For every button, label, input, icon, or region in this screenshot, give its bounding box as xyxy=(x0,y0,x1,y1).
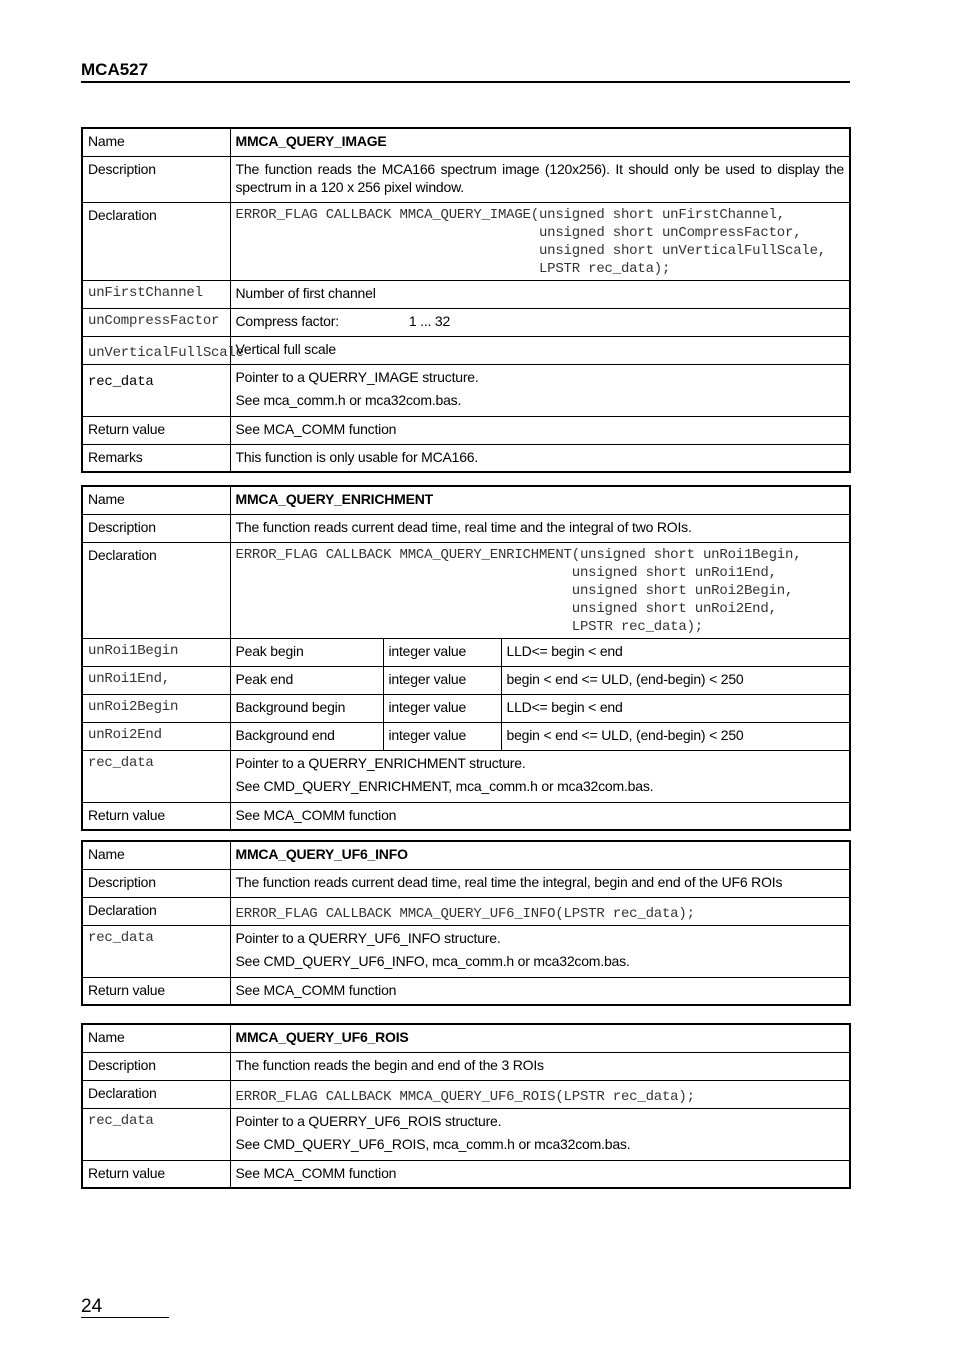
function-declaration: ERROR_FLAG CALLBACK MMCA_QUERY_IMAGE(unsigned short unFirstChannel, unsigned short unCompressFactor, unsigned short unVerticalFullScale, LPSTR rec_data); xyxy=(230,202,850,280)
function-description: The function reads the begin and end of the 3 ROIs xyxy=(230,1052,850,1080)
page-header xyxy=(81,60,850,83)
declaration-label: Declaration xyxy=(82,202,230,280)
function-declaration: ERROR_FLAG CALLBACK MMCA_QUERY_UF6_INFO(LPSTR rec_data); xyxy=(230,897,850,925)
table-row xyxy=(82,1080,850,1108)
table-row xyxy=(82,869,850,897)
param-description-reference: See CMD_QUERY_UF6_ROIS, mca_comm.h or mca32com.bas. xyxy=(235,1135,631,1152)
return-value: See MCA_COMM function xyxy=(230,416,850,444)
param-description-cell xyxy=(230,1108,850,1160)
remarks: This function is only usable for MCA166. xyxy=(230,444,850,472)
function-description: The function reads the MCA166 spectrum image (120x256). It should only be used to display the spectrum in a 120 x 256 pixel window. xyxy=(230,156,850,202)
param-description-reference: See CMD_QUERY_UF6_INFO, mca_comm.h or mca32com.bas. xyxy=(235,952,630,969)
table-row xyxy=(82,841,850,869)
param-description: Peak end xyxy=(230,666,383,694)
table-row xyxy=(82,925,850,977)
return-value: See MCA_COMM function xyxy=(230,977,850,1005)
param-name: unCompressFactor xyxy=(82,308,230,336)
return-value: See MCA_COMM function xyxy=(230,802,850,830)
declaration-label: Declaration xyxy=(82,897,230,925)
description-label: Description xyxy=(82,1052,230,1080)
param-name: rec_data xyxy=(82,925,230,977)
param-name: unRoi2Begin xyxy=(82,694,230,722)
param-name: unRoi1End, xyxy=(82,666,230,694)
function-table-query-image xyxy=(81,127,851,473)
param-type: integer value xyxy=(383,666,501,694)
function-name: MMCA_QUERY_UF6_INFO xyxy=(230,841,850,869)
table-row xyxy=(82,542,850,638)
name-label: Name xyxy=(82,128,230,156)
description-label: Description xyxy=(82,156,230,202)
table-row xyxy=(82,202,850,280)
declaration-label: Declaration xyxy=(82,1080,230,1108)
param-description: Pointer to a QUERRY_UF6_INFO structure. xyxy=(235,929,501,946)
table-row xyxy=(82,722,850,750)
param-type: integer value xyxy=(383,722,501,750)
param-range: begin < end <= ULD, (end-begin) < 250 xyxy=(501,666,850,694)
param-description-cell xyxy=(230,750,850,802)
param-name: rec_data xyxy=(82,750,230,802)
param-name: unVerticalFullScale xyxy=(82,336,230,364)
function-name: MMCA_QUERY_IMAGE xyxy=(230,128,850,156)
param-name: unRoi2End xyxy=(82,722,230,750)
param-description-reference: See CMD_QUERY_ENRICHMENT, mca_comm.h or mca32com.bas. xyxy=(235,777,654,794)
param-type: integer value xyxy=(383,638,501,666)
table-row xyxy=(82,666,850,694)
return-label: Return value xyxy=(82,977,230,1005)
param-range: begin < end <= ULD, (end-begin) < 250 xyxy=(501,722,850,750)
table-row xyxy=(82,486,850,514)
function-declaration: ERROR_FLAG CALLBACK MMCA_QUERY_ENRICHMENT(unsigned short unRoi1Begin, unsigned short unRoi1End, unsigned short unRoi2Begin, unsigned short unRoi2End, LPSTR rec_data); xyxy=(230,542,850,638)
param-name: unRoi1Begin xyxy=(82,638,230,666)
function-name: MMCA_QUERY_ENRICHMENT xyxy=(230,486,850,514)
table-row xyxy=(82,444,850,472)
table-row xyxy=(82,308,850,336)
table-row xyxy=(82,977,850,1005)
remarks-label: Remarks xyxy=(82,444,230,472)
description-label: Description xyxy=(82,514,230,542)
function-table-query-uf6-info xyxy=(81,840,851,1006)
table-row xyxy=(82,514,850,542)
function-description: The function reads current dead time, real time the integral, begin and end of the UF6 ROIs xyxy=(230,869,850,897)
return-value: See MCA_COMM function xyxy=(230,1160,850,1188)
return-label: Return value xyxy=(82,802,230,830)
table-row xyxy=(82,1108,850,1160)
param-description-cell xyxy=(230,925,850,977)
name-label: Name xyxy=(82,1024,230,1052)
param-description: Pointer to a QUERRY_UF6_ROIS structure. xyxy=(235,1112,502,1129)
table-row xyxy=(82,802,850,830)
param-description-cell xyxy=(230,308,850,336)
param-description: Vertical full scale xyxy=(230,336,850,364)
description-label: Description xyxy=(82,869,230,897)
table-row xyxy=(82,638,850,666)
param-description-cell xyxy=(230,364,850,416)
param-name: rec_data xyxy=(82,364,230,416)
page-number: 24 xyxy=(81,1296,103,1317)
table-row xyxy=(82,1024,850,1052)
table-row xyxy=(82,416,850,444)
return-label: Return value xyxy=(82,1160,230,1188)
table-row xyxy=(82,364,850,416)
param-description: Number of first channel xyxy=(230,280,850,308)
param-description: Background begin xyxy=(230,694,383,722)
table-row xyxy=(82,694,850,722)
param-description: Peak begin xyxy=(230,638,383,666)
name-label: Name xyxy=(82,486,230,514)
param-description: Pointer to a QUERRY_ENRICHMENT structure. xyxy=(235,754,526,771)
table-row xyxy=(82,336,850,364)
param-description: Compress factor: xyxy=(235,312,339,329)
function-name: MMCA_QUERY_UF6_ROIS xyxy=(230,1024,850,1052)
footer-rule xyxy=(81,1317,169,1318)
param-description: Background end xyxy=(230,722,383,750)
table-row xyxy=(82,156,850,202)
table-row xyxy=(82,1160,850,1188)
param-range: LLD<= begin < end xyxy=(501,638,850,666)
param-name: rec_data xyxy=(82,1108,230,1160)
table-row xyxy=(82,750,850,802)
function-table-query-uf6-rois xyxy=(81,1023,851,1189)
param-name: unFirstChannel xyxy=(82,280,230,308)
table-row xyxy=(82,897,850,925)
param-value-range: 1 ... 32 xyxy=(408,312,451,329)
document-title: MCA527 xyxy=(81,60,149,79)
function-table-query-enrichment xyxy=(81,485,851,831)
table-row xyxy=(82,280,850,308)
param-type: integer value xyxy=(383,694,501,722)
name-label: Name xyxy=(82,841,230,869)
param-description-reference: See mca_comm.h or mca32com.bas. xyxy=(235,391,462,408)
declaration-label: Declaration xyxy=(82,542,230,638)
return-label: Return value xyxy=(82,416,230,444)
param-description: Pointer to a QUERRY_IMAGE structure. xyxy=(235,368,479,385)
table-row xyxy=(82,1052,850,1080)
param-range: LLD<= begin < end xyxy=(501,694,850,722)
table-row xyxy=(82,128,850,156)
function-declaration: ERROR_FLAG CALLBACK MMCA_QUERY_UF6_ROIS(LPSTR rec_data); xyxy=(230,1080,850,1108)
function-description: The function reads current dead time, real time and the integral of two ROIs. xyxy=(230,514,850,542)
